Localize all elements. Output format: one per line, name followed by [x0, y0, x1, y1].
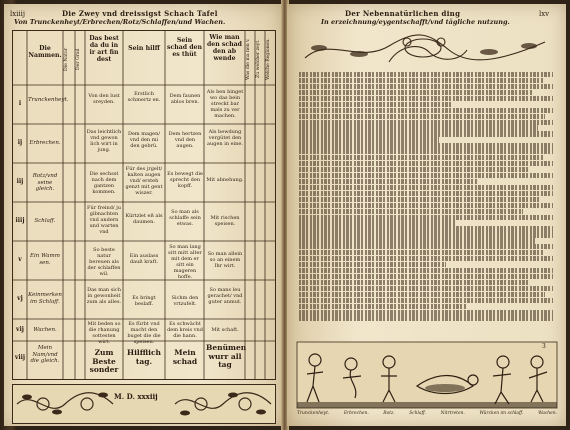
header-produces: Was die ma nen v.	[246, 38, 251, 80]
row-harm: Dem faunen ablos bren.	[169, 93, 201, 105]
row-best: Mit beden so die rhanung sottesten wirt.	[87, 321, 121, 345]
left-page	[4, 4, 283, 426]
right-folio: lxv	[539, 10, 550, 18]
row-numeral: vij	[16, 326, 24, 333]
top-woodcut-illustration	[299, 28, 551, 70]
page-number: 3	[542, 343, 546, 350]
row-remedy: Mit abnehung.	[206, 177, 244, 183]
row-numeral: v	[18, 256, 22, 263]
row-help: Erstlich schmertz en.	[127, 91, 161, 103]
header-names: Die Nammen.	[28, 45, 62, 59]
row-name: Schlaff.	[34, 218, 56, 224]
row-harm: So man lang sitt mitt alter mit dem er sitt ein mageren hoffe.	[168, 244, 202, 280]
row-help: Ein auslass dauß kraft.	[129, 253, 159, 265]
row-numeral: ij	[17, 139, 23, 146]
header-harm: Sein schad den es thüt	[166, 37, 202, 58]
row-remedy: Benümen wurr all tag	[206, 343, 247, 369]
header-best: Das best da du in ir art fin dest	[89, 35, 119, 63]
header-nature: Die Natur	[64, 47, 69, 71]
right-running-head: Der Nebennatürlichen ding	[345, 9, 461, 18]
row-help: Kürtzlet eß als daumen.	[125, 213, 163, 225]
row-numeral: viij	[14, 354, 26, 361]
caption: Nitrtreten.	[440, 411, 465, 416]
row-numeral: iij	[16, 178, 24, 185]
row-name: Erbrechen.	[29, 140, 61, 146]
row-help: Dem magen/ vnd den mi den gebrü.	[127, 131, 161, 149]
left-sub-head: Von Trunckenheyt/Erbrechen/Rotz/Schlaffen/und Wachen.	[14, 18, 226, 26]
row-harm: Es bewegt die sprecht den kopff.	[167, 171, 203, 189]
row-name: Wachen.	[33, 327, 57, 333]
caption: Schlaff.	[409, 411, 427, 416]
caption: Rotz.	[383, 411, 395, 416]
body-text-block	[299, 72, 553, 340]
ornament-label: M. D. xxxiij	[114, 392, 158, 401]
row-best: Die sechsst nach dem gantzen kommen.	[89, 171, 119, 195]
bottom-woodcut-illustration	[297, 342, 557, 408]
row-help: Für des jrgelt/ kalten augen vnd/ ersteh genzt mit gent wiszer.	[125, 166, 163, 196]
row-numeral: iiij	[15, 217, 25, 224]
header-help: Sein hilff	[128, 45, 160, 52]
chess-table	[12, 30, 276, 380]
header-degree: Der Grad	[76, 48, 81, 70]
caption: Würcken im schlaff.	[479, 411, 524, 416]
caption: Trunckenheyt.	[297, 411, 330, 416]
row-harm: Mein schad	[172, 348, 198, 366]
row-best: Das man sich in gewonheit zum als alles.	[86, 287, 122, 305]
row-best: Das leichtlich vnd gewon lich wirt in jung.	[86, 129, 122, 153]
header-regions: Welche Regionen.	[266, 38, 271, 80]
row-remedy: Mit rischen speisen.	[210, 215, 240, 227]
left-folio: lxiiij	[10, 10, 26, 18]
row-best: So beste natur bereuen als der schlaffen wil.	[87, 247, 121, 277]
row-numeral: vj	[17, 295, 23, 302]
row-best: Für freind/ ju gibnachten vnd andern und warten vnd	[87, 205, 121, 235]
row-remedy: So mans leu gerachet/ vnd guter anmut.	[207, 287, 243, 305]
row-name: Mein Nam/vnd die gleich.	[30, 345, 60, 364]
row-harm: Dem hertzen vnd den augen.	[168, 131, 202, 149]
header-time: Zu welcher zeyt.	[256, 39, 261, 79]
row-name: Trunckenheyt.	[28, 97, 69, 103]
row-remedy: Als ben binget wo das bein streckt bar mals zu ver machen.	[206, 89, 244, 119]
row-help: Hilfflich tag.	[126, 348, 162, 366]
row-remedy: So man allein so an einem Ihr wirt.	[207, 251, 243, 269]
right-sub-head: In erzeichnung/eygentschafft/vnd tägliche nutzung.	[321, 18, 510, 26]
header-remedy: Wie man den schad den ab wende	[206, 34, 242, 62]
row-harm: Es schwächt dem kreis vnd die hann.	[167, 321, 203, 339]
row-remedy: Mit schaft.	[211, 327, 239, 333]
row-harm: So man als schlaffe sein etwas.	[169, 209, 201, 227]
row-numeral: i	[18, 100, 22, 107]
row-best: Von den lust sreyden.	[88, 93, 120, 105]
floral-border-ornament	[12, 384, 276, 424]
left-running-head: Die Zwey vnd dreissigst Schach Tafel	[62, 9, 218, 18]
row-name: Rotz/vnd seine gleich.	[32, 173, 58, 192]
right-page	[287, 4, 566, 426]
illustration-captions	[297, 411, 557, 416]
row-remedy: Als bewdung vergütet den augen in eine.	[207, 129, 243, 147]
row-name: Ein Wamm sen.	[30, 253, 60, 266]
row-best: Zum Beste sonder	[89, 348, 119, 374]
caption: Wachen.	[538, 411, 557, 416]
row-help: Es fürbt vnd macht den buget die die speisen.	[127, 321, 161, 345]
row-name: Keinmerken im Schlaff.	[28, 292, 62, 305]
row-help: Es bringt beslaff.	[132, 295, 156, 307]
caption: Erbrechen.	[343, 411, 369, 416]
row-harm: Sichm den vrtzufelt.	[171, 295, 199, 307]
